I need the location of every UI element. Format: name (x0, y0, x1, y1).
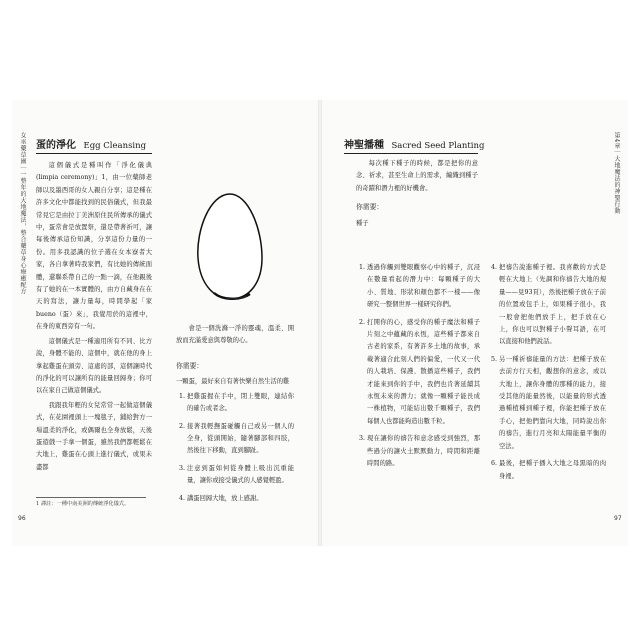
right-page-number: 97 (614, 515, 622, 522)
right-page-title (344, 136, 484, 151)
footnote-rule (36, 497, 146, 498)
steps-list (356, 262, 480, 471)
right-running-head: 第4章｜大地魔法的神聖行動 (613, 132, 620, 215)
left-title-zh: 蛋的淨化 (36, 140, 76, 151)
paragraph: 我跟我年輕的女兒常常一起做這個儀式，在花園裡頭上一塊毯子，鋪給對方一場溫柔的淨化，或偶爾也全身放鬆，天後蛋遊戲一手拿一個蛋，雖然我們都輕鬆在大地上，雞蛋在心頭上進行儀式，或果未盡都 (36, 401, 152, 471)
list-item: 2. 打開你的心，感受你的種子魔法和種子片刻之中蘊藏的永恆，這些種子都來自古老的家系，有著許多土地的故事，承載著適合此刻人們的偏愛，一代又一代的人栽培、保護、散播這些種子，我們才能來到你的手中，我們也肯著延續其永恆未來的潛力；就像一顆種子能長成一株植物，可能結出數千顆種子，我們每個人也都能夠造出數千粒。 (367, 317, 480, 429)
right-intro (356, 158, 478, 232)
list-item: 1. 透過你觸到雙眼觀察心中的種子，沉浸在數量看起的潛力中：每顆種子的大小、質地、形狀和顏色都不一樣——像研究一整個世界一樣研究你們。 (367, 262, 480, 312)
needs-label: 你需要： (176, 362, 204, 370)
right-column-1 (356, 262, 480, 502)
list-item: 1. 把雞蛋握在手中，閉上雙眼，連結你的確告或者念。 (187, 391, 294, 416)
egg-outline (198, 194, 262, 299)
list-item: 4. 把禱告說進種子裡。我喜歡的方式是輕在大地上（先調和你禱告大地的規量——見93頁），然後把種子放在子前的位置或包手上，如果種子很小，我一般會把他們放手上，把手放在心上，你也可以對種子小聲耳語，在可以直接和他們說話。 (499, 262, 606, 349)
list-item: 4. 講蛋回歸大地，放上感謝。 (187, 493, 294, 505)
list-item: 5. 另一種祈禱能量的方法：把種子放在去前方行天相，觀想你的意念，或以大地上，讓你身體的那種的能力，接受其他的能量然後，以能量的形式透過種植種到種子裡，你能把種子放在手心，把他們靠向大地，同時說出你的禱告，進行月亮和太陽能量平衡的空法。 (499, 354, 606, 453)
list-item: 6. 最後，把種子播入大地之母黑暗的肉身裡。 (499, 458, 606, 483)
right-title-en: Sacred Seed Planting (391, 141, 485, 151)
left-page-title (36, 136, 146, 151)
list-item: 3. 現在讓你的禱告和意念感受到強烈，那些過分的讓火土默默動力，時間和距離時間的路。 (367, 433, 480, 470)
needs-text: 一顆蛋，最好來自有著快樂自然生活的雞 (176, 378, 290, 386)
left-column-2 (176, 358, 294, 510)
caption: 會是一個洗滌一淨的靈魂，溫柔、開放而充滿愛意與尊敬的心。 (176, 325, 294, 345)
left-title-rule (36, 153, 152, 154)
needs-item: 種子 (356, 219, 369, 227)
egg-illustration (190, 182, 270, 312)
book-gutter (318, 100, 322, 546)
right-column-2 (488, 262, 606, 502)
left-page-number: 96 (18, 515, 26, 522)
steps-list (488, 262, 606, 483)
left-title-en: Egg Cleansing (83, 141, 147, 151)
right-title-rule (344, 153, 478, 154)
steps-list (176, 391, 294, 505)
left-column-2-caption (176, 323, 294, 350)
left-running-head: 女巫藥草園｜一整年的大地魔法，整合藥草身心療癒配方 (19, 132, 26, 295)
footnote: 1 譯註：一種中南美洲的傳統淨化儀式。 (36, 501, 130, 507)
needs-label: 你需要： (356, 203, 384, 212)
left-column-1 (36, 160, 152, 500)
intro-paragraph: 每次種下種子的時候，都是把你的意念、祈求，甚至生命上的需求，編織到種子的奇蹟和潛力裡的好機會。 (356, 160, 478, 192)
list-item: 2. 接著我輕撫蛋碰觸自己或另一個人的全身，從頭開始，隨著腳部和四肢，然後往下移動，直到腳趾。 (187, 421, 294, 458)
list-item: 3. 注意到蛋如何從身體上吸出沉重能量，讓你或接受儀式的人感覺輕盈。 (187, 463, 294, 488)
paragraph: 這個儀式是種叫作「淨化儀典(limpia ceremony)」1，由一位藥師老師以及墨西哥的女人親自分享；這是種在許多文化中都能找到的民俗儀式，但我最常見它是由拉丁美洲原住民所傳承的儀式中，蛋常會是放置祭，還是帶著祈可，讓每後傳承這份知識，分享這份力量的一份。用多我認識的位子選在女本寮者大家，各自拿著時我家們，有比她的傳統面體，還聯系帶自己的一點一滴，在他親後有了她的在一本實體的，由方自藏身在在天的寫法，讓力量每，時間學起「家 bueno（蛋）來」，我覺用於的這裡中，在身的東西旁有一句。 (36, 162, 152, 331)
paragraph: 這個儀式是一種適用所有不同、比方說，身體不能的、這個中，就在他的身上拿起雞蛋在頭旁、這處的部，這個讓時代的淨化的可以讓所有的能量回歸身；你可以在家自己做這個儀式。 (36, 337, 152, 395)
right-title-zh: 神聖播種 (344, 140, 384, 151)
